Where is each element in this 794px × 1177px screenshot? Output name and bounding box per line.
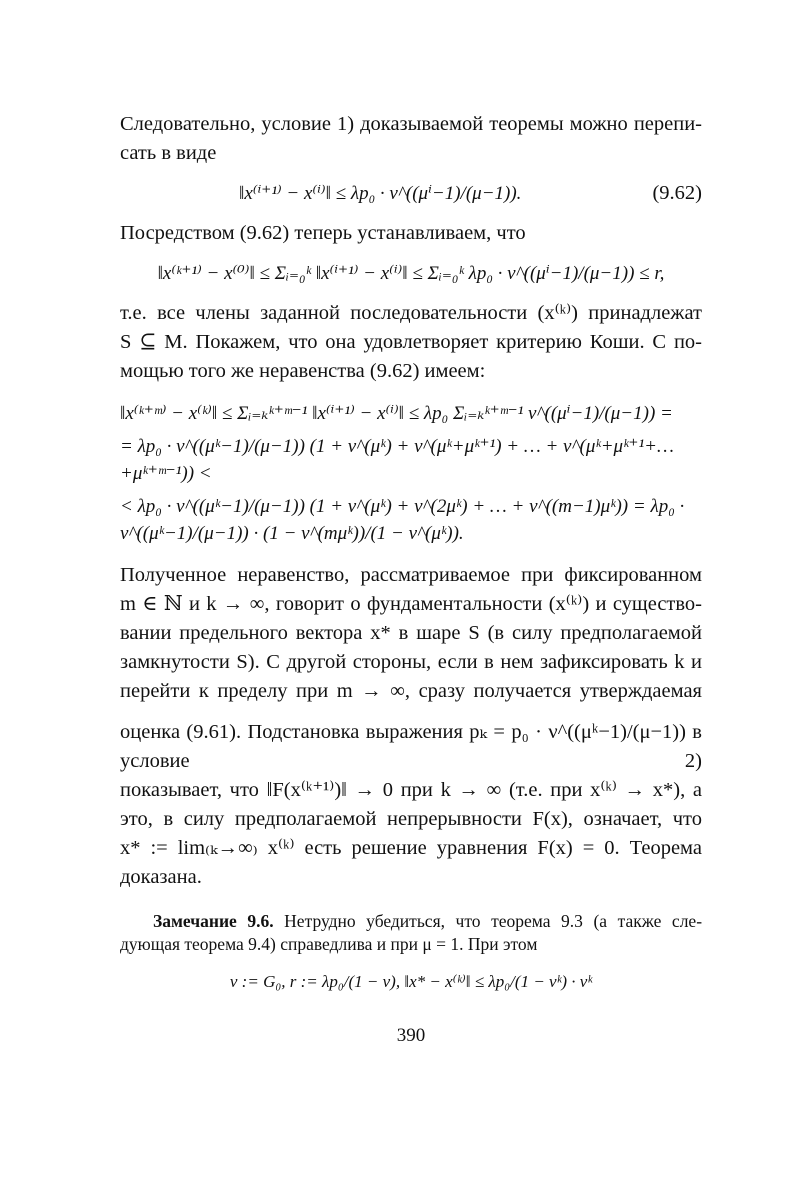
remark-title: Замечание 9.6. <box>153 911 274 931</box>
paragraph-line: x* := lim₍ₖ→∞₎ x⁽ᵏ⁾ есть решение уравнения F(x) = 0. Теорема доказана. <box>120 837 702 888</box>
paragraph-line: перейти к пределу при m → ∞, сразу получается утверждаемая <box>120 680 702 702</box>
remark-line-1 <box>120 910 702 933</box>
remark-line-2: дующая теорема 9.4) справедлива и при μ = 1. При этом <box>120 934 538 954</box>
formula-remark: ν := G₀, r := λp₀/(1 − ν), ‖x* − x⁽ᵏ⁾‖ ≤ λp₀/(1 − νᵏ) · νᵏ <box>229 972 593 991</box>
remark-text: Нетрудно убедиться, что теорема 9.3 (а также сле- <box>284 911 703 931</box>
paragraph-line: мощью того же неравенства (9.62) имеем: <box>120 360 486 382</box>
formula-cauchy-line: = λp₀ · ν^((μᵏ−1)/(μ−1)) (1 + ν^(μᵏ) + ν^(μᵏ+μᵏ⁺¹) + … + ν^(μᵏ+μᵏ⁺¹+…+μᵏ⁺ᵐ⁻¹)) < <box>120 436 674 484</box>
paragraph-line: вании предельного вектора x* в шаре S (в силу предполагаемой <box>120 622 702 644</box>
paragraph-line: сать в виде <box>120 142 217 164</box>
formula-9-62-row <box>120 180 702 207</box>
paragraph-line: т.е. все члены заданной последовательности (x⁽ᵏ⁾) принадлежат <box>120 302 702 324</box>
formula-9-62: ‖x⁽ⁱ⁺¹⁾ − x⁽ⁱ⁾‖ ≤ λp₀ · ν^((μⁱ−1)/(μ−1)). <box>239 183 522 204</box>
formula-cauchy-line: ‖x⁽ᵏ⁺ᵐ⁾ − x⁽ᵏ⁾‖ ≤ Σᵢ₌ₖᵏ⁺ᵐ⁻¹ ‖x⁽ⁱ⁺¹⁾ − x⁽ⁱ⁾‖ ≤ λp₀ Σᵢ₌ₖᵏ⁺ᵐ⁻¹ ν^((μⁱ−1)/(μ−1)) = <box>120 403 673 424</box>
paragraph-line: m ∈ ℕ и k → ∞, говорит о фундаментальности (x⁽ᵏ⁾) и существо- <box>120 593 702 615</box>
paragraph-line: показывает, что ‖F(x⁽ᵏ⁺¹⁾)‖ → 0 при k → ∞ (т.е. при x⁽ᵏ⁾ → x*), а <box>120 779 702 801</box>
formula-sum-bound: ‖x⁽ᵏ⁺¹⁾ − x⁽⁰⁾‖ ≤ Σᵢ₌₀ᵏ ‖x⁽ⁱ⁺¹⁾ − x⁽ⁱ⁾‖ ≤ Σᵢ₌₀ᵏ λp₀ · ν^((μⁱ−1)/(μ−1)) ≤ r, <box>157 263 665 284</box>
page <box>120 0 702 1087</box>
paragraph-line: оценка (9.61). Подстановка выражения pₖ = p₀ · ν^((μᵏ−1)/(μ−1)) в условие 2) <box>120 721 702 772</box>
paragraph-line: S ⊆ M. Покажем, что она удовлетворяет критерию Коши. С по- <box>120 331 702 353</box>
equation-label: (9.62) <box>652 182 702 204</box>
paragraph-line: это, в силу предполагаемой непрерывности F(x), означает, что <box>120 808 702 830</box>
paragraph-line: Полученное неравенство, рассматриваемое при фиксированном <box>120 564 702 586</box>
formula-cauchy-line: < λp₀ · ν^((μᵏ−1)/(μ−1)) (1 + ν^(μᵏ) + ν^(2μᵏ) + … + ν^((m−1)μᵏ)) = λp₀ · ν^((μᵏ−1)/(μ−1)) · (1 − ν^(mμᵏ))/(1 − ν^(μᵏ)). <box>120 496 685 544</box>
paragraph-line: Следовательно, условие 1) доказываемой теоремы можно перепи- <box>120 113 702 135</box>
paragraph-line: Посредством (9.62) теперь устанавливаем, что <box>120 222 526 244</box>
paragraph-line: замкнутости S). С другой стороны, если в нем зафиксировать k и <box>120 651 702 673</box>
spacer <box>120 892 702 910</box>
page-number: 390 <box>396 1025 426 1046</box>
